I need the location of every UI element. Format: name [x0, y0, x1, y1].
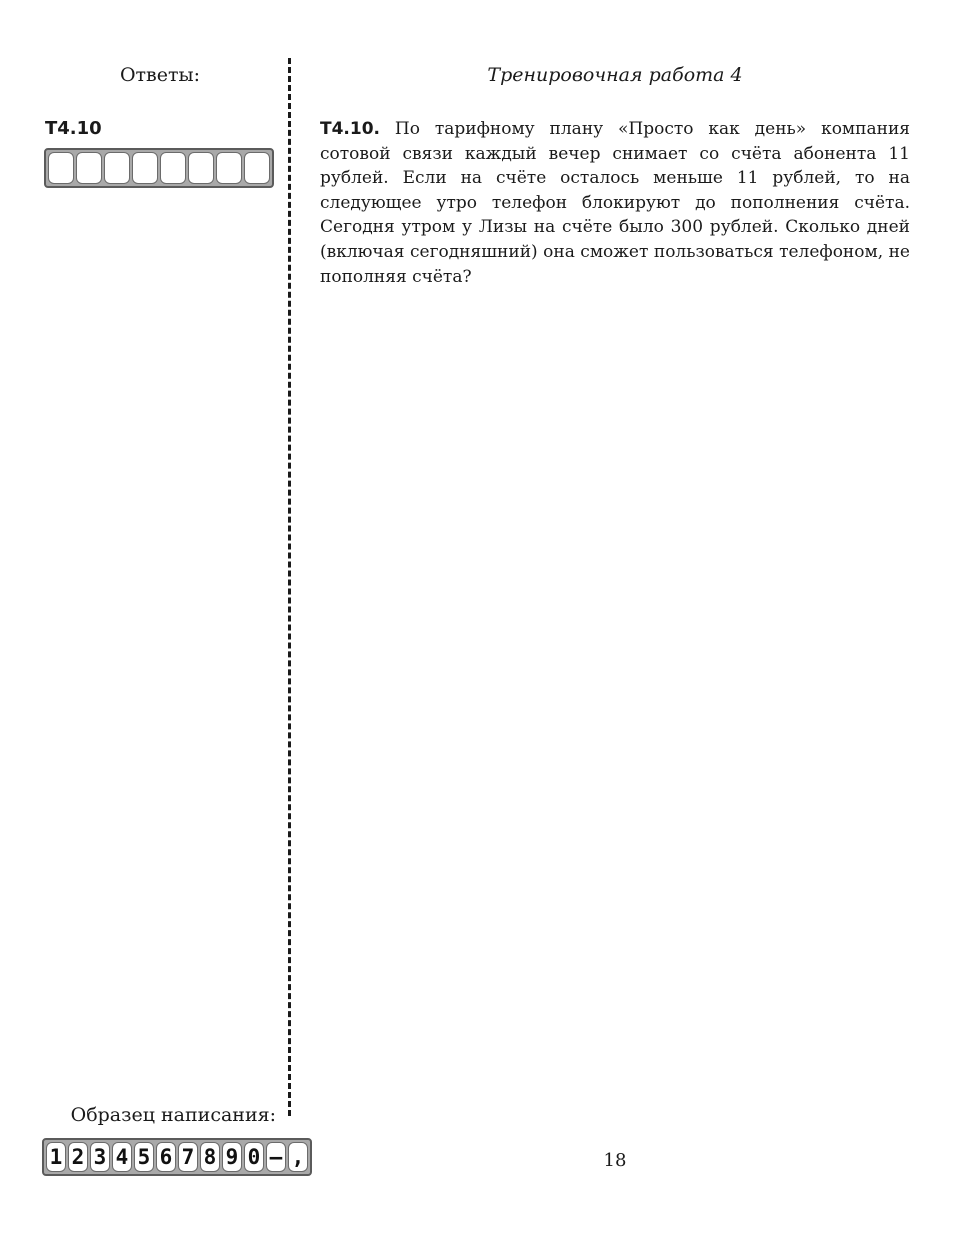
answer-cell[interactable]: [48, 152, 74, 184]
answer-cell[interactable]: [244, 152, 270, 184]
work-title: Тренировочная работа 4: [487, 64, 743, 86]
sample-cell: 9: [222, 1142, 242, 1172]
sample-cell: 7: [178, 1142, 198, 1172]
task-number: Т4.10.: [320, 119, 380, 139]
dashed-divider: [288, 58, 291, 1116]
answer-cell[interactable]: [132, 152, 158, 184]
sample-cell: 8: [200, 1142, 220, 1172]
answer-task-label: Т4.10: [45, 118, 102, 139]
sample-writing-cells: [42, 1138, 312, 1176]
task-body: По тарифному плану «Просто как день» компания сотовой связи каждый вечер снимает со счёта абонента 11 рублей. Если на счёте осталось меньше 11 рублей, то на следующее утро телефон блокируют до пополнения счёта. Сегодня утром у Лизы на счёте было 300 рублей. Сколько дней (включая сегодняшний) она сможет пользоваться телефоном, не пополняя счёта?: [320, 119, 910, 287]
page-number: 18: [603, 1150, 627, 1171]
sample-label: Образец написания:: [70, 1104, 276, 1126]
task-text: [320, 117, 910, 289]
sample-cell: ,: [288, 1142, 308, 1172]
answer-cell[interactable]: [188, 152, 214, 184]
sample-cell: –: [266, 1142, 286, 1172]
sample-cell: 3: [90, 1142, 110, 1172]
sample-cell: 0: [244, 1142, 264, 1172]
sample-cell: 5: [134, 1142, 154, 1172]
sample-cell: 2: [68, 1142, 88, 1172]
answer-cell[interactable]: [216, 152, 242, 184]
answer-cells[interactable]: [44, 148, 274, 188]
sample-cell: 4: [112, 1142, 132, 1172]
answer-cell[interactable]: [76, 152, 102, 184]
answers-heading: Ответы:: [119, 64, 201, 86]
sample-cell: 1: [46, 1142, 66, 1172]
answer-cell[interactable]: [160, 152, 186, 184]
sample-cell: 6: [156, 1142, 176, 1172]
answer-cell[interactable]: [104, 152, 130, 184]
